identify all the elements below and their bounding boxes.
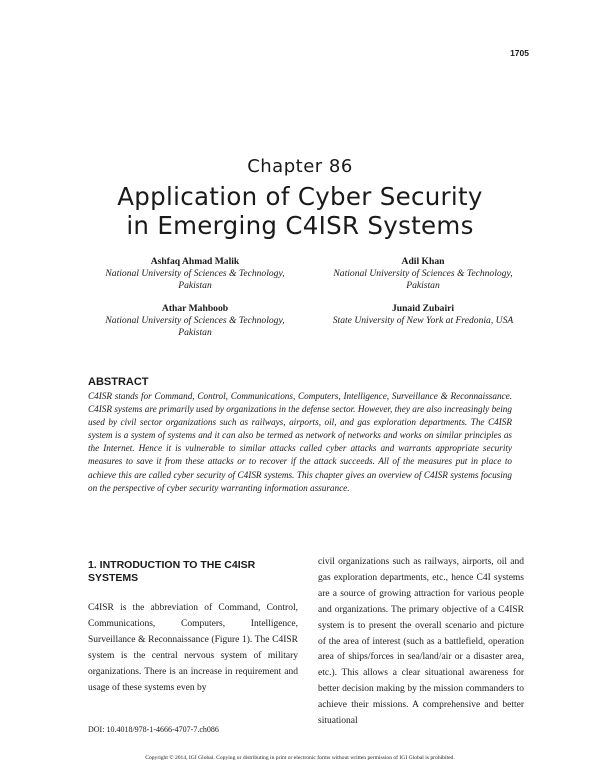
author-name: Junaid Zubairi xyxy=(391,303,455,314)
abstract-heading: ABSTRACT xyxy=(88,376,149,388)
author-affiliation-country: Pakistan xyxy=(178,280,212,291)
author-name: Athar Mahboob xyxy=(161,303,229,314)
chapter-label: Chapter 86 xyxy=(247,156,353,177)
author-affiliation: State University of New York at Fredonia, USA xyxy=(332,315,514,326)
body-text-left-column: C4ISR is the abbreviation of Command, Control, Communications, Computers, Intelligence, Surveillance & Reconnaissance (Figure 1). The C4ISR system is the central nervous system of military organizations. There is an increase in requirement and usage of these systems even by xyxy=(88,603,298,693)
chapter-title-line-1: Application of Cyber Security xyxy=(117,182,483,211)
author-block-2 xyxy=(303,256,543,292)
author-name: Adil Khan xyxy=(401,256,445,267)
doi: DOI: 10.4018/978-1-4666-4707-7.ch086 xyxy=(88,725,219,734)
author-affiliation: National University of Sciences & Technology, xyxy=(105,268,285,279)
author-affiliation-country: Pakistan xyxy=(178,327,212,338)
author-block-4 xyxy=(303,303,543,327)
chapter-title-line-2: in Emerging C4ISR Systems xyxy=(126,211,474,240)
author-block-1 xyxy=(75,256,315,292)
chapter-title xyxy=(0,182,600,240)
author-affiliation: National University of Sciences & Technology, xyxy=(333,268,513,279)
author-name: Ashfaq Ahmad Malik xyxy=(150,256,240,267)
author-affiliation: National University of Sciences & Technology, xyxy=(105,315,285,326)
abstract-body: C4ISR stands for Command, Control, Communications, Computers, Intelligence, Surveillance & Reconnaissance. C4ISR systems are primarily used by organizations in the defense sector. However, they are also increasingly being used by civil sector organizations such as railways, airports, oil, and gas exploration departments. The C4ISR system is a system of systems and it can also be termed as network of networks and works on similar principles as the Internet. Hence it is vulnerable to similar attacks called cyber attacks and warrants appropriate security measures to save it from these attacks or to recover if the attack succeeds. All of the measures put in place to achieve this are called cyber security of C4ISR systems. This chapter gives an overview of C4ISR systems focusing on the perspective of cyber security warranting information assurance. xyxy=(88,391,512,493)
author-affiliation-country: Pakistan xyxy=(406,280,440,291)
copyright-notice: Copyright © 2014, IGI Global. Copying or distributing in print or electronic forms without written permission of IGI Global is prohibited. xyxy=(145,755,455,761)
author-block-3 xyxy=(75,303,315,339)
page-number: 1705 xyxy=(510,48,529,58)
body-text-right-column: civil organizations such as railways, airports, oil and gas exploration departments, etc., hence C4I systems are a source of growing attraction for various people and organizations. The primary objective of a C4ISR system is to present the overall scenario and picture of the area of interest (such as a battlefield, operation area of ships/forces in sea/land/air or a disaster area, etc.). This allows a clear situational awareness for better decision making by the mission commanders to achieve their missions. A comprehensive and better situational xyxy=(318,557,524,727)
section-heading: 1. INTRODUCTION TO THE C4ISR SYSTEMS xyxy=(88,559,256,584)
